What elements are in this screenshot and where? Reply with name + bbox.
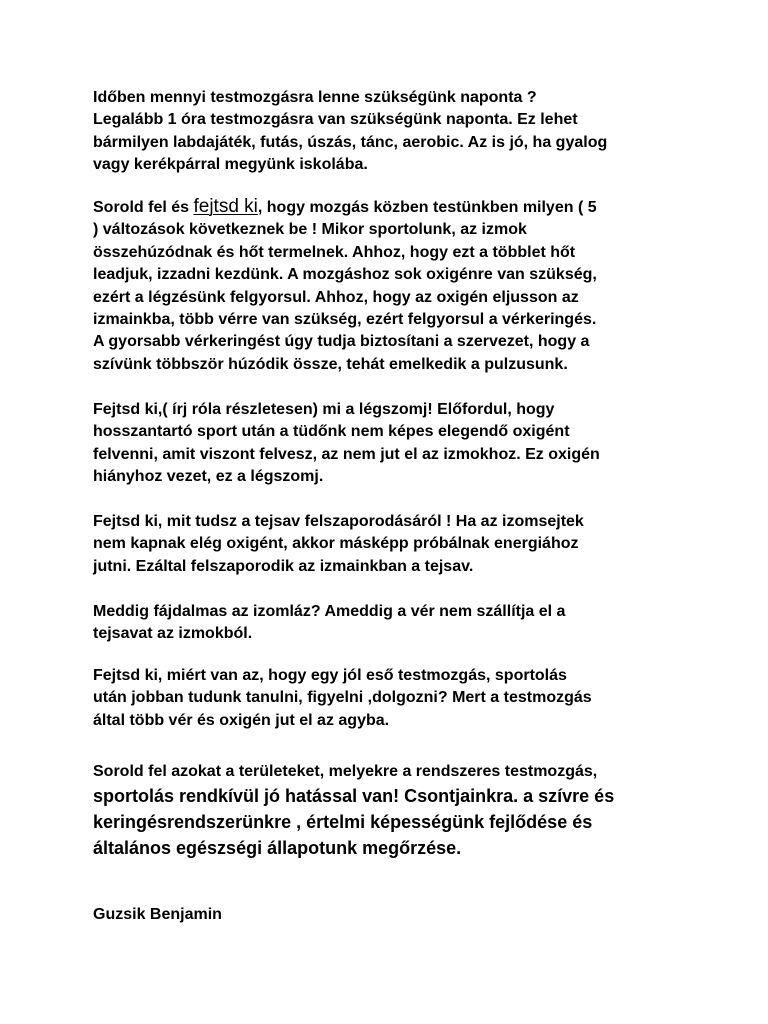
text-line: Sorold fel azokat a területeket, melyekre a rendszeres testmozgás, [93,763,598,780]
text-line: bármilyen labdajáték, futás, úszás, tánc, aerobic. Az is jó, ha gyalog [93,133,608,151]
text-line: összehúzódnak és hőt termelnek. Ahhoz, hogy ezt a többlet hőt [93,243,576,261]
paragraph-benefit-areas [93,761,614,861]
paragraph-learning-benefit [93,665,592,732]
text-line: hiányhoz vezet, ez a légszomj. [93,468,324,486]
text-line: leadjuk, izzadni kezdünk. A mozgáshoz sok oxigénre van szükség, [93,266,597,284]
text-line: sportolás rendkívül jó hatással van! Csontjainkra. a szívre és [93,786,615,807]
text-line: szívünk többször húzódik össze, tehát emelkedik a pulzusunk. [93,355,568,373]
paragraph-lactic-acid [93,511,584,578]
text-line [93,196,597,219]
text-line: általános egészségi állapotunk megőrzése. [93,838,462,859]
text-line: ) változások következnek be ! Mikor sportolunk, az izmok [93,221,527,239]
text-line: nem kapnak elég oxigént, akkor másképp próbálnak energiához [93,535,579,553]
text-line: hosszantartó sport után a tüdőnk nem képes elegendő oxigént [93,423,570,441]
paragraph-muscle-soreness [93,601,565,646]
text-line: A gyorsabb vérkeringést úgy tudja biztosítani a szervezet, hogy a [93,333,590,351]
author-name: Guzsik Benjamin [93,906,222,923]
paragraph-breathlessness [93,399,600,489]
text-line: Legalább 1 óra testmozgásra van szükségünk naponta. Ez lehet [93,111,578,129]
author-signature [93,904,222,926]
text-run: Sorold fel és [93,199,194,216]
text-line: Fejtsd ki, mit tudsz a tejsav felszaporodásáról ! Ha az izomsejtek [93,513,584,530]
emphasized-text: fejtsd ki [193,196,258,217]
text-line: tejsavat az izmokból. [93,625,253,643]
text-run: , hogy mozgás közben testünkben milyen ( 5 [257,199,597,216]
text-line: keringésrendszerünkre , értelmi képességünk fejlődése és [93,812,593,833]
text-line: ezért a légzésünk felgyorsul. Ahhoz, hogy az oxigén eljusson az [93,288,579,306]
paragraph-daily-exercise [93,87,607,177]
text-line: felvenni, amit viszont felvesz, az nem jut el az izmokhoz. Ez oxigén [93,445,600,463]
text-line: után jobban tudunk tanulni, figyelni ,dolgozni? Mert a testmozgás [93,689,592,707]
text-line: jutni. Ezáltal felszaporodik az izmainkban a tejsav. [93,557,474,575]
text-line: vagy kerékpárral megyünk iskolába. [93,156,368,174]
text-line: izmainkba, több vérre van szükség, ezért felgyorsul a vérkeringés. [93,311,597,329]
text-line: Fejtsd ki, miért van az, hogy egy jól eső testmozgás, sportolás [93,667,567,684]
text-line: által több vér és oxigén jut el az agyba. [93,711,390,729]
paragraph-body-changes [93,196,597,376]
text-line: Fejtsd ki,( írj róla részletesen) mi a légszomj! Előfordul, hogy [93,401,555,418]
text-line: Meddig fájdalmas az izomláz? Ameddig a vér nem szállítja el a [93,603,566,620]
text-line: Időben mennyi testmozgásra lenne szükségünk naponta ? [93,89,537,106]
